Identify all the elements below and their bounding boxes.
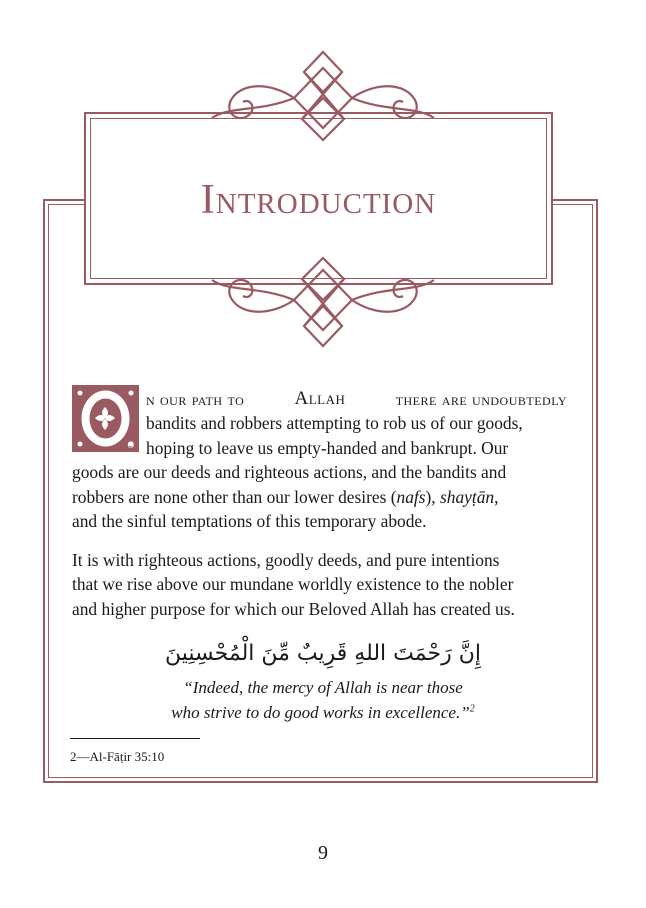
floral-dropcap-icon	[72, 385, 139, 452]
translation-text: who strive to do good works in excellence.”	[171, 703, 470, 722]
paragraph-2-line-1: It is with righteous actions, goodly deeds, and pure intentions	[72, 550, 500, 570]
paragraph-1-line-6: and the sinful temptations of this temporary abode.	[72, 511, 427, 531]
verse-translation-line-2	[0, 703, 646, 723]
ornament-bottom-icon	[210, 244, 436, 350]
text-span: ,	[494, 487, 499, 507]
opening-words: n our path to	[146, 389, 245, 409]
verse-translation-line-1: “Indeed, the mercy of Allah is near those	[183, 678, 463, 697]
ornament-top-icon	[210, 48, 436, 154]
paragraph-1-line-1	[146, 387, 567, 412]
paragraph-1-line-5	[72, 485, 498, 510]
opening-rest: there are undoubtedly	[395, 389, 567, 409]
text-span: robbers are none other than our lower desires (	[72, 487, 397, 507]
paragraph-1-line-3: hoping to leave us empty-handed and bankrupt. Our	[146, 438, 509, 458]
arabic-verse: إِنَّ رَحْمَتَ اللهِ قَرِيبٌ مِّنَ الْمُحْسِنِينَ	[165, 641, 481, 666]
footnote: 2—Al-Fāṭir 35:10	[70, 749, 165, 764]
paragraph-2-line-2: that we rise above our mundane worldly existence to the nobler	[72, 574, 514, 594]
page-number: 9	[318, 842, 328, 864]
paragraph-2-line-3: and higher purpose for which our Beloved Allah has created us.	[72, 599, 515, 619]
footnote-divider	[70, 738, 200, 739]
term-shaytan: shayṭān	[440, 487, 495, 507]
drop-cap-letter: O	[127, 440, 134, 450]
page-title: Introduction	[200, 177, 437, 223]
paragraph-1-line-2: bandits and robbers attempting to rob us of our goods,	[146, 413, 523, 433]
term-nafs: nafs	[396, 487, 426, 507]
paragraph-1-line-4: goods are our deeds and righteous actions, and the bandits and	[72, 462, 507, 482]
text-span: ),	[425, 487, 441, 507]
footnote-marker[interactable]: 2	[469, 703, 475, 715]
allah-word: Allah	[294, 388, 346, 409]
